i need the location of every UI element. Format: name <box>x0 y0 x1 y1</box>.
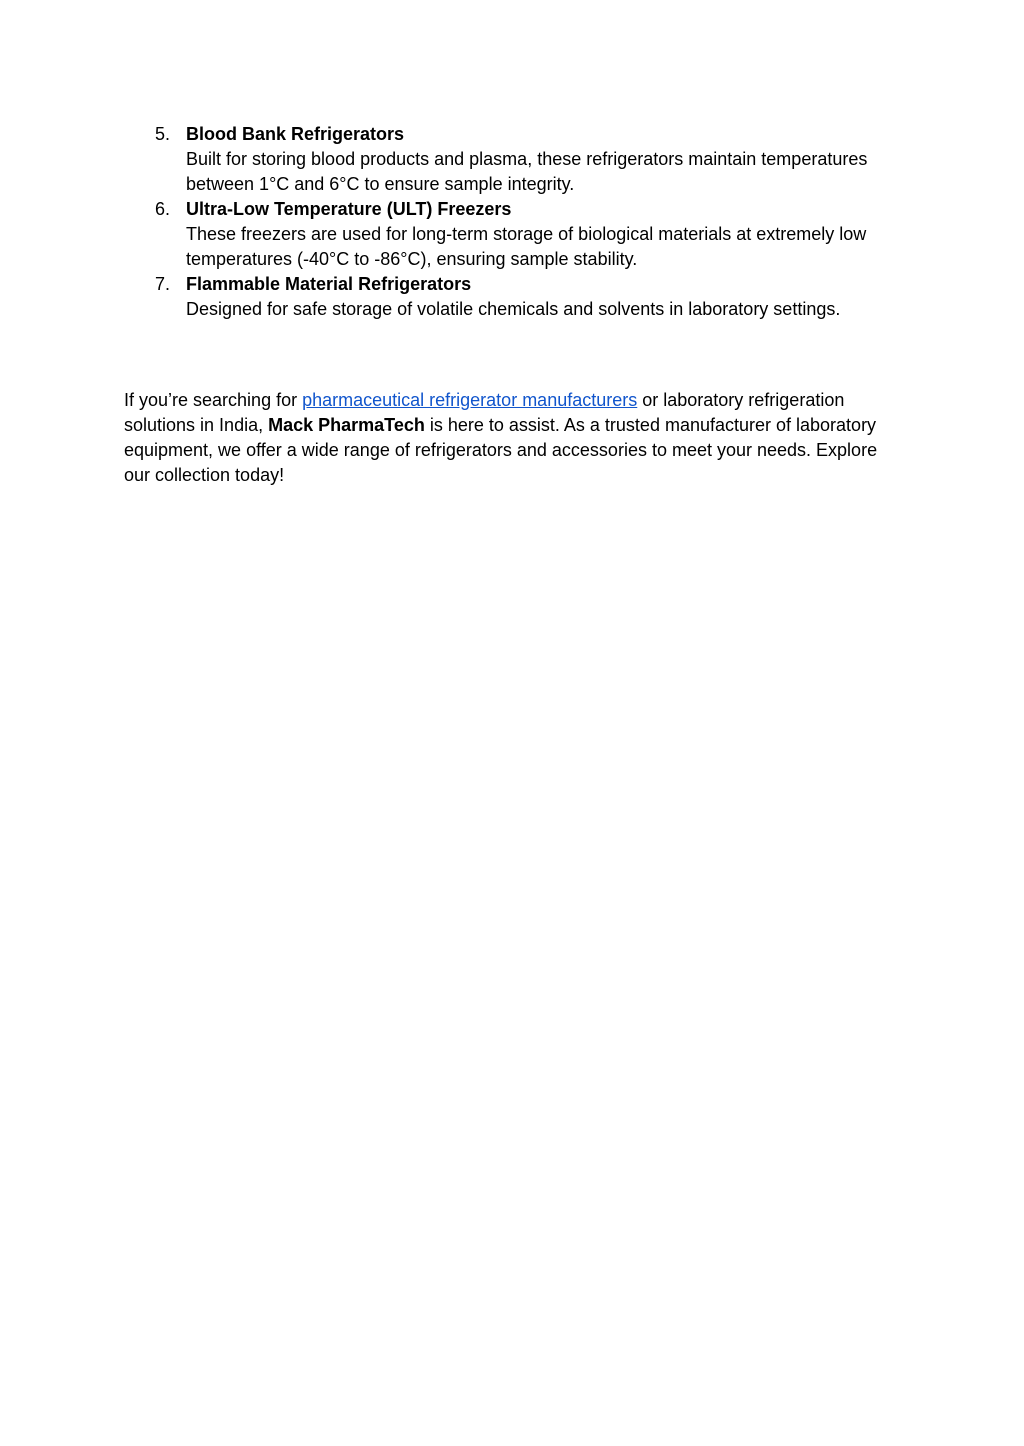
list-item-description: These freezers are used for long-term storage of biological materials at extremely low temperatures (-40°C to -86°C), ensuring sample stability. <box>186 224 867 269</box>
list-item <box>124 197 904 272</box>
list-item-description: Built for storing blood products and plasma, these refrigerators maintain temperatures between 1°C and 6°C to ensure sample integrity. <box>186 149 868 194</box>
list-item-description: Designed for safe storage of volatile chemicals and solvents in laboratory settings. <box>186 299 841 319</box>
list-item <box>124 122 904 197</box>
list-item-title: Flammable Material Refrigerators <box>186 274 472 294</box>
list-item-title: Blood Bank Refrigerators <box>186 124 405 144</box>
list-item-number: 7. <box>155 274 171 294</box>
list-item <box>124 272 904 322</box>
closing-text-start: If you’re searching for <box>124 390 303 410</box>
closing-text-end: is here to assist. As a trusted manufacturer of laboratory equipment, we offer a wide range of refrigerators and accessories to meet your needs. Explore our collection today! <box>124 415 878 485</box>
list-item-number: 5. <box>155 124 171 144</box>
closing-paragraph <box>124 388 904 488</box>
list-item-number: 6. <box>155 199 171 219</box>
pharmaceutical-refrigerator-manufacturers-link[interactable]: pharmaceutical refrigerator manufacturers <box>302 390 638 410</box>
brand-name: Mack PharmaTech <box>268 415 425 435</box>
list-item-title: Ultra-Low Temperature (ULT) Freezers <box>186 199 512 219</box>
refrigerator-type-list <box>124 122 904 322</box>
closing-text-middle: or laboratory refrigeration solutions in India, <box>124 390 845 435</box>
